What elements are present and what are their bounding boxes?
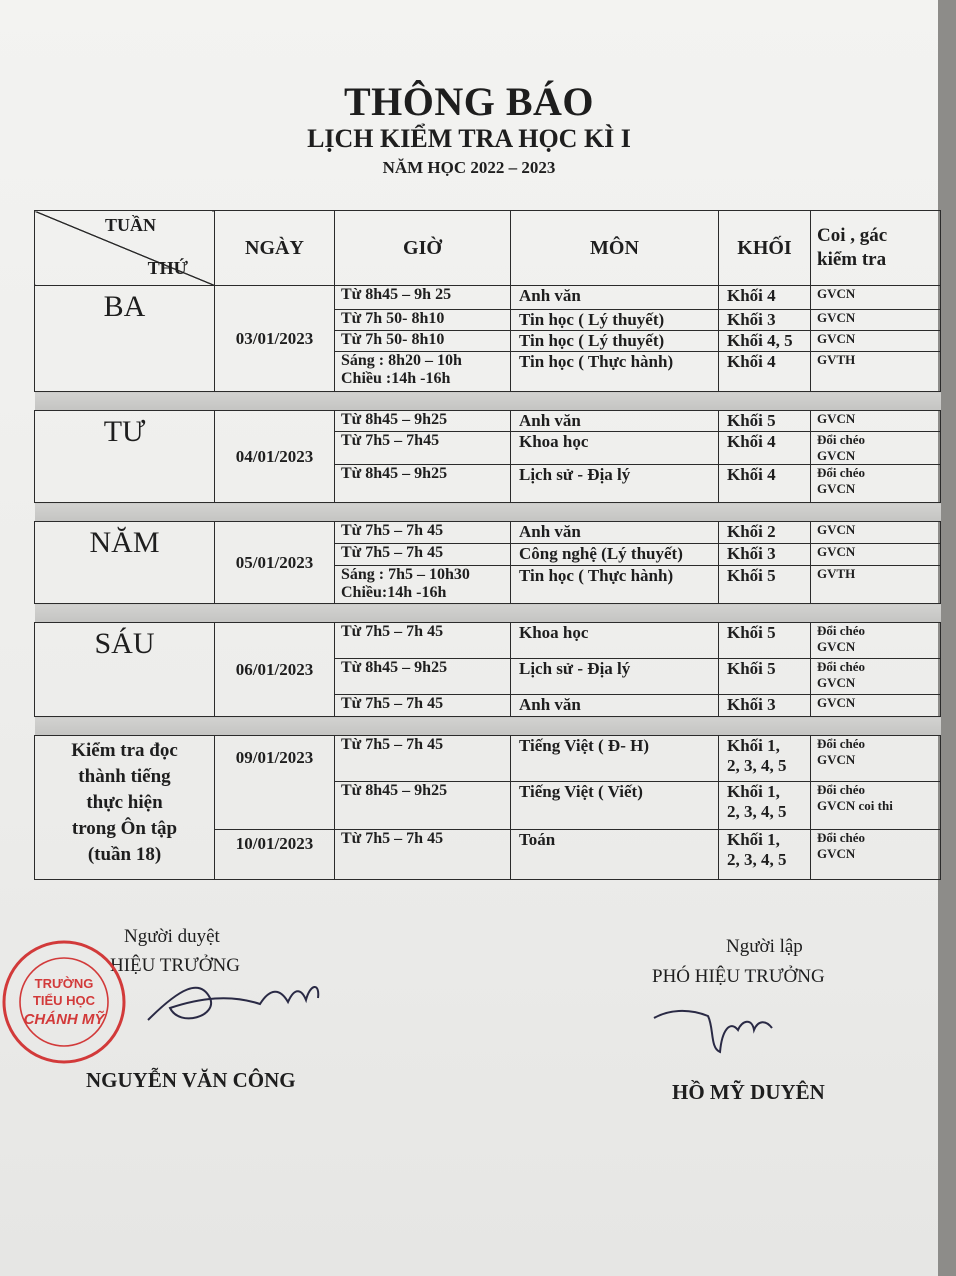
coi-text: GVCN coi thi xyxy=(817,798,893,813)
svg-text:TIỂU HỌC: TIỂU HỌC xyxy=(32,993,96,1008)
school-stamp xyxy=(0,938,128,1066)
table-row xyxy=(35,411,941,432)
right-role-2: PHÓ HIỆU TRƯỞNG xyxy=(652,966,825,987)
gio-text: Từ 7h5 – 7h 45 xyxy=(341,695,444,712)
exam-schedule-table xyxy=(34,210,941,880)
gio-text: Từ 7h 50- 8h10 xyxy=(341,331,445,348)
coi-text: GVCN xyxy=(817,675,856,690)
khoi-cell xyxy=(719,465,811,503)
table-row xyxy=(35,286,941,310)
table-row xyxy=(35,522,941,544)
khoi-text: Khối 5 xyxy=(727,566,776,585)
gio-cell xyxy=(335,432,511,465)
khoi-cell xyxy=(719,830,811,880)
date-cell: 03/01/2023 xyxy=(215,286,335,392)
mon-cell: Tiếng Việt ( Viết) xyxy=(511,782,719,830)
mon-cell: Tin học ( Thực hành) xyxy=(511,352,719,392)
coi-text: GVTH xyxy=(817,352,856,367)
khoi-text: Khối 1, xyxy=(727,782,780,801)
header-gio: GIỜ xyxy=(335,211,511,286)
khoi-cell xyxy=(719,310,811,331)
gio-text: Từ 7h5 – 7h45 xyxy=(341,432,440,449)
gio-cell xyxy=(335,623,511,659)
khoi-cell xyxy=(719,411,811,432)
coi-cell xyxy=(811,411,941,432)
coi-cell xyxy=(811,432,941,465)
coi-cell xyxy=(811,566,941,604)
right-signer-name: HỒ MỸ DUYÊN xyxy=(672,1080,825,1104)
group-separator xyxy=(35,604,941,623)
gio-cell xyxy=(335,566,511,604)
khoi-text: Khối 5 xyxy=(727,411,776,430)
coi-text: GVCN xyxy=(817,639,856,654)
khoi-cell xyxy=(719,544,811,566)
header-tuan: TUẦN xyxy=(105,215,157,235)
separator-cell xyxy=(35,392,941,411)
mon-cell: Tin học ( Lý thuyết) xyxy=(511,331,719,352)
doc-school-year: NĂM HỌC 2022 – 2023 xyxy=(382,158,556,177)
gio-text: Từ 8h45 – 9h25 xyxy=(341,411,448,428)
kiemtra-label-line: trong Ôn tập xyxy=(71,818,178,839)
khoi-text: Khối 3 xyxy=(727,695,776,714)
gio-cell xyxy=(335,465,511,503)
gio-text: Sáng : 7h5 – 10h30 xyxy=(341,566,470,583)
coi-text: GVCN xyxy=(817,544,856,559)
coi-text: Đổi chéo xyxy=(817,782,866,797)
day-cell: SÁU xyxy=(35,623,215,717)
coi-text: Đổi chéo xyxy=(817,465,866,480)
mon-cell: Khoa học xyxy=(511,432,719,465)
separator-cell xyxy=(35,717,941,736)
mon-cell: Anh văn xyxy=(511,411,719,432)
separator-cell xyxy=(35,604,941,623)
khoi-text: Khối 5 xyxy=(727,659,776,678)
schedule-table-wrapper xyxy=(34,210,941,880)
gio-cell xyxy=(335,695,511,717)
gio-text: Từ 7h5 – 7h 45 xyxy=(341,736,444,753)
gio-cell xyxy=(335,411,511,432)
mon-cell: Anh văn xyxy=(511,286,719,310)
mon-cell: Anh văn xyxy=(511,522,719,544)
khoi-cell xyxy=(719,522,811,544)
gio-text: Từ 8h45 – 9h 25 xyxy=(341,286,452,303)
header-coi-gac xyxy=(811,211,941,286)
mon-cell: Tin học ( Thực hành) xyxy=(511,566,719,604)
khoi-text: Khối 3 xyxy=(727,544,776,563)
date-cell: 06/01/2023 xyxy=(215,623,335,717)
khoi-cell xyxy=(719,352,811,392)
coi-cell xyxy=(811,310,941,331)
coi-text: GVCN xyxy=(817,481,856,496)
coi-text: Đổi chéo xyxy=(817,736,866,751)
khoi-cell xyxy=(719,286,811,310)
coi-text: Đổi chéo xyxy=(817,659,866,674)
khoi-cell xyxy=(719,432,811,465)
coi-text: GVCN xyxy=(817,286,856,301)
mon-cell: Lịch sử - Địa lý xyxy=(511,465,719,503)
header-ngay: NGÀY xyxy=(215,211,335,286)
coi-cell xyxy=(811,465,941,503)
svg-text:CHÁNH MỸ: CHÁNH MỸ xyxy=(23,1011,105,1028)
gio-cell xyxy=(335,522,511,544)
khoi-text: Khối 4 xyxy=(727,432,776,451)
day-cell: BA xyxy=(35,286,215,392)
header-coi-line: kiểm tra xyxy=(817,249,887,270)
khoi-text: Khối 1, xyxy=(727,736,780,755)
kiemtra-label-cell xyxy=(35,736,215,880)
mon-cell: Công nghệ (Lý thuyết) xyxy=(511,544,719,566)
mon-cell: Tin học ( Lý thuyết) xyxy=(511,310,719,331)
khoi-cell xyxy=(719,623,811,659)
coi-cell xyxy=(811,830,941,880)
table-header-row xyxy=(35,211,941,286)
svg-text:TRƯỜNG: TRƯỜNG xyxy=(34,976,94,991)
coi-text: GVCN xyxy=(817,310,856,325)
gio-text: Từ 7h5 – 7h 45 xyxy=(341,623,444,640)
header-thu: THỨ xyxy=(147,258,188,278)
mon-cell: Toán xyxy=(511,830,719,880)
date-cell: 05/01/2023 xyxy=(215,522,335,604)
separator-cell xyxy=(35,503,941,522)
coi-text: Đổi chéo xyxy=(817,623,866,638)
gio-cell xyxy=(335,331,511,352)
right-role-1: Người lập xyxy=(726,936,803,957)
coi-text: GVCN xyxy=(817,411,856,426)
coi-cell xyxy=(811,286,941,310)
mon-cell: Anh văn xyxy=(511,695,719,717)
khoi-cell xyxy=(719,782,811,830)
group-separator xyxy=(35,717,941,736)
gio-text: Từ 7h 50- 8h10 xyxy=(341,310,445,327)
table-row xyxy=(35,736,941,782)
gio-cell xyxy=(335,544,511,566)
mon-cell: Tiếng Việt ( Đ- H) xyxy=(511,736,719,782)
khoi-cell xyxy=(719,736,811,782)
khoi-cell xyxy=(719,659,811,695)
day-cell: TƯ xyxy=(35,411,215,503)
coi-cell xyxy=(811,522,941,544)
group-separator xyxy=(35,392,941,411)
khoi-cell xyxy=(719,695,811,717)
table-row xyxy=(35,623,941,659)
coi-text: GVCN xyxy=(817,695,856,710)
coi-text: Đổi chéo xyxy=(817,432,866,447)
header-khoi: KHỐI xyxy=(719,211,811,286)
date-cell: 09/01/2023 xyxy=(215,736,335,830)
khoi-text: Khối 4 xyxy=(727,352,776,371)
mon-cell: Lịch sử - Địa lý xyxy=(511,659,719,695)
gio-text: Từ 7h5 – 7h 45 xyxy=(341,830,444,847)
gio-cell xyxy=(335,830,511,880)
khoi-text: Khối 2 xyxy=(727,522,776,541)
kiemtra-label-line: (tuần 18) xyxy=(87,844,162,865)
gio-text: Từ 7h5 – 7h 45 xyxy=(341,544,444,561)
table-body xyxy=(35,286,941,880)
gio-cell xyxy=(335,736,511,782)
khoi-text: Khối 4, 5 xyxy=(727,331,793,350)
coi-text: GVCN xyxy=(817,846,856,861)
group-separator xyxy=(35,503,941,522)
coi-text: Đổi chéo xyxy=(817,830,866,845)
kiemtra-label-line: Kiểm tra đọc xyxy=(71,740,178,761)
gio-text: Từ 8h45 – 9h25 xyxy=(341,782,448,799)
mon-cell: Khoa học xyxy=(511,623,719,659)
coi-text: GVCN xyxy=(817,448,856,463)
doc-title: THÔNG BÁO xyxy=(343,79,595,124)
gio-text: Từ 8h45 – 9h25 xyxy=(341,659,448,676)
gio-text: Chiều:14h -16h xyxy=(341,584,447,601)
coi-cell xyxy=(811,695,941,717)
header-mon: MÔN xyxy=(511,211,719,286)
coi-cell xyxy=(811,659,941,695)
header-coi-line: Coi , gác xyxy=(817,225,888,246)
khoi-text: Khối 3 xyxy=(727,310,776,329)
kiemtra-label-line: thực hiện xyxy=(86,792,163,813)
gio-cell xyxy=(335,659,511,695)
khoi-text: Khối 5 xyxy=(727,623,776,642)
gio-cell xyxy=(335,352,511,392)
day-cell: NĂM xyxy=(35,522,215,604)
khoi-cell xyxy=(719,331,811,352)
date-cell: 04/01/2023 xyxy=(215,411,335,503)
khoi-cell xyxy=(719,566,811,604)
kiemtra-label-line: thành tiếng xyxy=(78,766,171,787)
coi-text: GVCN xyxy=(817,331,856,346)
right-signature-scribble xyxy=(648,1000,808,1060)
coi-text: GVTH xyxy=(817,566,856,581)
khoi-text: 2, 3, 4, 5 xyxy=(727,756,787,775)
gio-text: Từ 7h5 – 7h 45 xyxy=(341,522,444,539)
gio-cell xyxy=(335,782,511,830)
coi-cell xyxy=(811,623,941,659)
coi-cell xyxy=(811,782,941,830)
gio-text: Chiều :14h -16h xyxy=(341,370,451,387)
coi-cell xyxy=(811,736,941,782)
date-cell: 10/01/2023 xyxy=(215,830,335,880)
coi-text: GVCN xyxy=(817,522,856,537)
coi-cell xyxy=(811,544,941,566)
gio-text: Sáng : 8h20 – 10h xyxy=(341,352,462,369)
gio-text: Từ 8h45 – 9h25 xyxy=(341,465,448,482)
khoi-text: Khối 4 xyxy=(727,286,776,305)
khoi-text: Khối 4 xyxy=(727,465,776,484)
left-role-1: Người duyệt xyxy=(124,926,220,947)
coi-text: GVCN xyxy=(817,752,856,767)
coi-cell xyxy=(811,352,941,392)
coi-cell xyxy=(811,331,941,352)
khoi-text: 2, 3, 4, 5 xyxy=(727,802,787,821)
gio-cell xyxy=(335,310,511,331)
khoi-text: 2, 3, 4, 5 xyxy=(727,850,787,869)
left-signature-scribble xyxy=(140,968,400,1038)
gio-cell xyxy=(335,286,511,310)
header-tuan-thu xyxy=(35,211,215,286)
left-signer-name: NGUYỄN VĂN CÔNG xyxy=(86,1068,296,1092)
doc-subtitle: LỊCH KIỂM TRA HỌC KÌ I xyxy=(307,124,631,153)
khoi-text: Khối 1, xyxy=(727,830,780,849)
left-role-2: HIỆU TRƯỞNG xyxy=(110,955,240,976)
